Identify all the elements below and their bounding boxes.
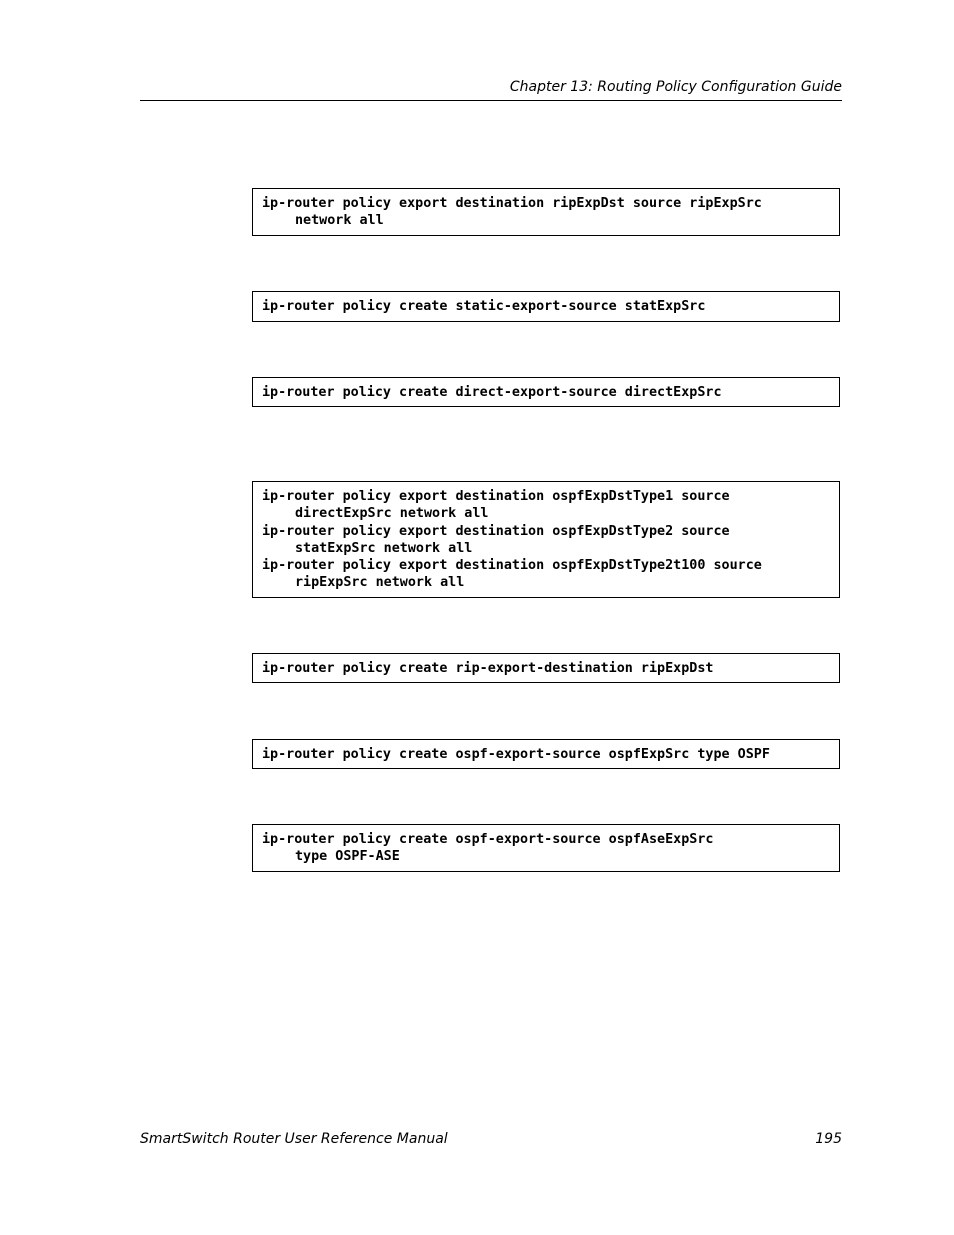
code-block-rip-destination (252, 653, 840, 683)
code-block-ospf-export (252, 481, 840, 598)
code-line: ripExpSrc network all (295, 575, 465, 591)
manual-title: SmartSwitch Router User Reference Manual (140, 1131, 448, 1147)
chapter-title: Chapter 13: Routing Policy Configuration Guide (509, 79, 842, 95)
code-line: ip-router policy export destination ospfExpDstType2t100 source (262, 558, 762, 574)
header-divider (140, 100, 842, 101)
code-block-direct-source (252, 377, 840, 407)
code-line: network all (295, 213, 384, 229)
code-line: statExpSrc network all (295, 540, 473, 556)
code-block-ospf-ase-source (252, 824, 840, 872)
code-line: ip-router policy create ospf-export-source ospfExpSrc type OSPF (262, 747, 770, 762)
code-line: ip-router policy export destination ripExpDst source ripExpSrc (262, 196, 762, 211)
code-block-static-source (252, 291, 840, 322)
code-line: ip-router policy create static-export-source statExpSrc (262, 299, 706, 314)
page-number: 195 (815, 1131, 842, 1147)
code-line: type OSPF-ASE (295, 849, 400, 865)
code-line: ip-router policy create direct-export-source directExpSrc (262, 385, 722, 400)
code-block-rip-export (252, 188, 840, 236)
code-line: ip-router policy export destination ospfExpDstType1 source (262, 489, 730, 504)
code-line: directExpSrc network all (295, 506, 489, 522)
code-line: ip-router policy create rip-export-destination ripExpDst (262, 661, 714, 676)
code-line: ip-router policy export destination ospfExpDstType2 source (262, 523, 730, 539)
code-block-ospf-source (252, 739, 840, 769)
code-line: ip-router policy create ospf-export-source ospfAseExpSrc (262, 832, 714, 847)
